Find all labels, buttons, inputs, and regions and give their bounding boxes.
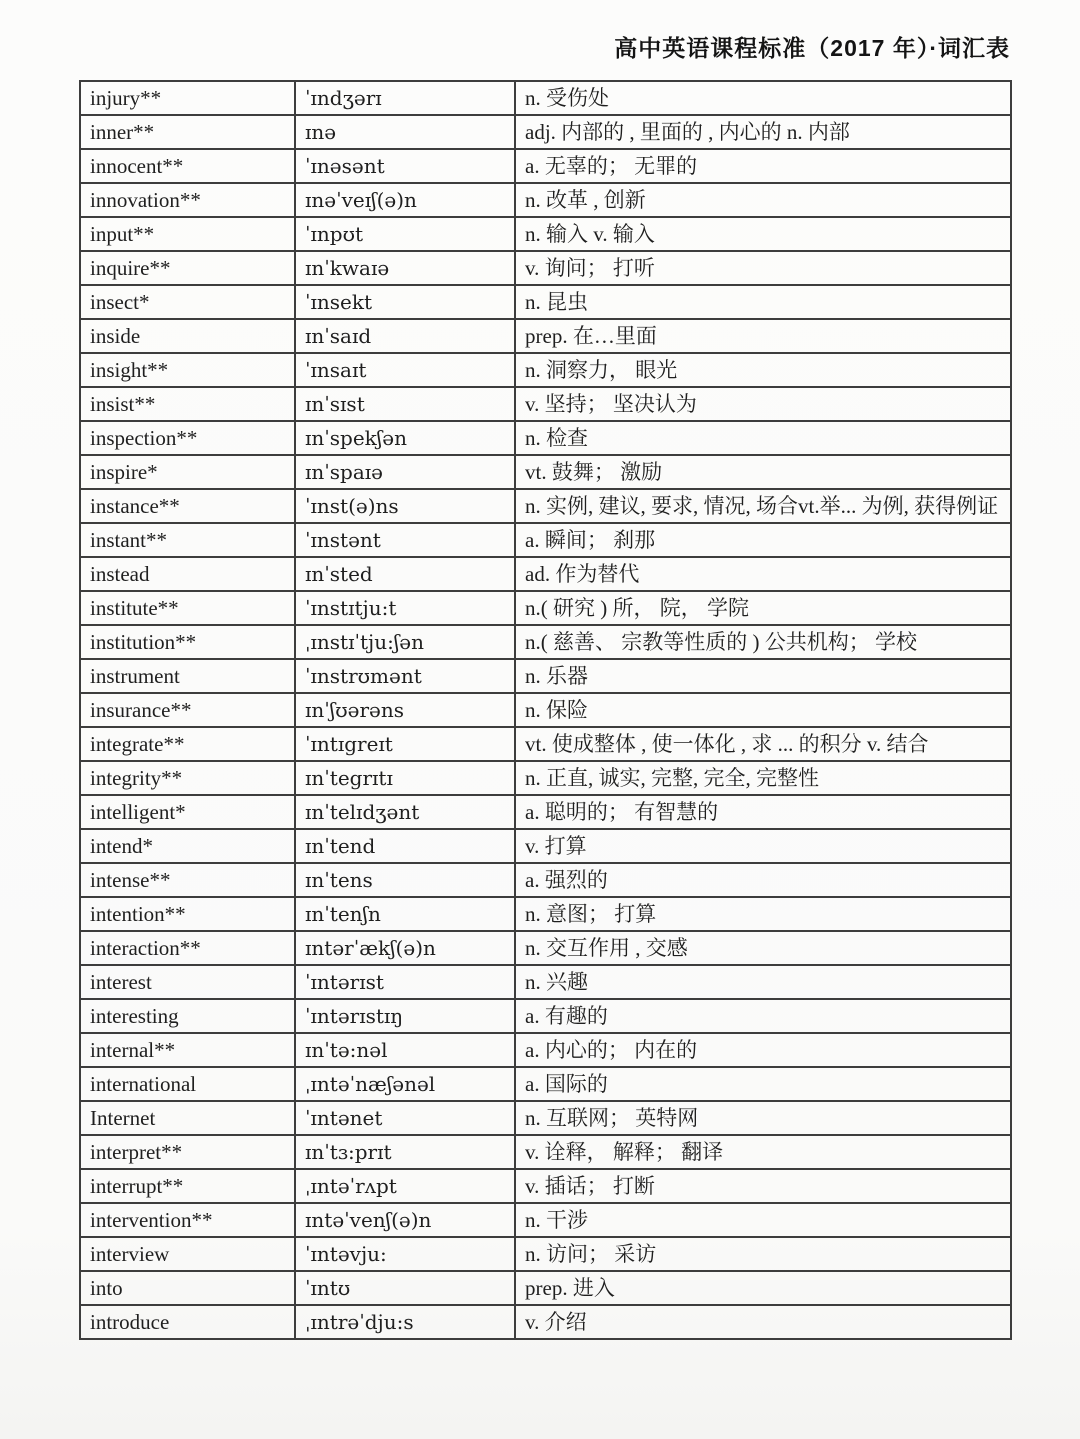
table-row [80, 353, 1011, 387]
table-row [80, 1237, 1011, 1271]
meaning-cell: a. 无辜的； 无罪的 [515, 149, 1011, 183]
table-row [80, 1203, 1011, 1237]
ipa-cell: ɪnˈsaɪd [295, 319, 515, 353]
word-cell: interesting [80, 999, 295, 1033]
table-row [80, 421, 1011, 455]
meaning-cell: a. 内心的； 内在的 [515, 1033, 1011, 1067]
table-row [80, 1135, 1011, 1169]
ipa-cell: ɪnˈspekʃən [295, 421, 515, 455]
word-cell: input** [80, 217, 295, 251]
ipa-cell: ɪntəˈvenʃ(ə)n [295, 1203, 515, 1237]
table-row [80, 931, 1011, 965]
ipa-cell: ˌɪntəˈrʌpt [295, 1169, 515, 1203]
table-row [80, 1101, 1011, 1135]
table-row [80, 387, 1011, 421]
table-row [80, 1169, 1011, 1203]
ipa-cell: ˈɪnsekt [295, 285, 515, 319]
word-cell: international [80, 1067, 295, 1101]
ipa-cell: ˈɪnstənt [295, 523, 515, 557]
ipa-cell: ˌɪnstɪˈtju:ʃən [295, 625, 515, 659]
meaning-cell: n. 检查 [515, 421, 1011, 455]
meaning-cell: a. 瞬间； 刹那 [515, 523, 1011, 557]
meaning-cell: n. 输入 v. 输入 [515, 217, 1011, 251]
table-row [80, 965, 1011, 999]
meaning-cell: n. 访问； 采访 [515, 1237, 1011, 1271]
word-cell: intervention** [80, 1203, 295, 1237]
ipa-cell: ɪnˈkwaɪə [295, 251, 515, 285]
word-cell: interpret** [80, 1135, 295, 1169]
ipa-cell: ɪnˈsted [295, 557, 515, 591]
meaning-cell: n. 实例, 建议, 要求, 情况, 场合vt.举... 为例, 获得例证 [515, 489, 1011, 523]
ipa-cell: ˈɪnsaɪt [295, 353, 515, 387]
meaning-cell: n.( 研究 ) 所， 院， 学院 [515, 591, 1011, 625]
meaning-cell: vt. 鼓舞； 激励 [515, 455, 1011, 489]
table-row [80, 217, 1011, 251]
meaning-cell: n. 正直, 诚实, 完整, 完全, 完整性 [515, 761, 1011, 795]
meaning-cell: v. 打算 [515, 829, 1011, 863]
table-row [80, 1067, 1011, 1101]
meaning-cell: a. 有趣的 [515, 999, 1011, 1033]
meaning-cell: prep. 在…里面 [515, 319, 1011, 353]
meaning-cell: a. 聪明的； 有智慧的 [515, 795, 1011, 829]
word-cell: integrity** [80, 761, 295, 795]
meaning-cell: ad. 作为替代 [515, 557, 1011, 591]
meaning-cell: n. 保险 [515, 693, 1011, 727]
meaning-cell: prep. 进入 [515, 1271, 1011, 1305]
word-cell: intention** [80, 897, 295, 931]
table-row [80, 489, 1011, 523]
meaning-cell: n. 受伤处 [515, 81, 1011, 115]
ipa-cell: ˈɪnst(ə)ns [295, 489, 515, 523]
word-cell: inner** [80, 115, 295, 149]
meaning-cell: n.( 慈善、 宗教等性质的 ) 公共机构； 学校 [515, 625, 1011, 659]
table-row [80, 761, 1011, 795]
table-row [80, 795, 1011, 829]
word-cell: interaction** [80, 931, 295, 965]
word-cell: instance** [80, 489, 295, 523]
table-row [80, 693, 1011, 727]
table-row [80, 591, 1011, 625]
table-row [80, 1033, 1011, 1067]
word-cell: intense** [80, 863, 295, 897]
word-cell: inspire* [80, 455, 295, 489]
word-cell: instrument [80, 659, 295, 693]
word-cell: inside [80, 319, 295, 353]
table-row [80, 999, 1011, 1033]
meaning-cell: n. 改革 , 创新 [515, 183, 1011, 217]
ipa-cell: ɪnˈtens [295, 863, 515, 897]
ipa-cell: ˈɪnəsənt [295, 149, 515, 183]
table-row [80, 285, 1011, 319]
vocabulary-table-body [80, 81, 1011, 1339]
ipa-cell: ˈɪnstɪtju:t [295, 591, 515, 625]
ipa-cell: ɪnˈsɪst [295, 387, 515, 421]
ipa-cell: ˈɪntərɪstɪŋ [295, 999, 515, 1033]
ipa-cell: ˈɪnpʊt [295, 217, 515, 251]
ipa-cell: ɪnˈʃʊərəns [295, 693, 515, 727]
table-row [80, 455, 1011, 489]
table-row [80, 863, 1011, 897]
table-row [80, 659, 1011, 693]
meaning-cell: vt. 使成整体 , 使一体化 , 求 ... 的积分 v. 结合 [515, 727, 1011, 761]
ipa-cell: ɪnˈtə:nəl [295, 1033, 515, 1067]
word-cell: insight** [80, 353, 295, 387]
word-cell: instant** [80, 523, 295, 557]
ipa-cell: ɪnˈtend [295, 829, 515, 863]
table-row [80, 897, 1011, 931]
table-row [80, 149, 1011, 183]
word-cell: interrupt** [80, 1169, 295, 1203]
word-cell: interview [80, 1237, 295, 1271]
table-row [80, 115, 1011, 149]
word-cell: Internet [80, 1101, 295, 1135]
meaning-cell: n. 干涉 [515, 1203, 1011, 1237]
word-cell: insist** [80, 387, 295, 421]
meaning-cell: adj. 内部的 , 里面的 , 内心的 n. 内部 [515, 115, 1011, 149]
ipa-cell: ɪnˈspaɪə [295, 455, 515, 489]
ipa-cell: ˈɪnstrʊmənt [295, 659, 515, 693]
ipa-cell: ɪntərˈækʃ(ə)n [295, 931, 515, 965]
ipa-cell: ɪnˈtɜ:prɪt [295, 1135, 515, 1169]
meaning-cell: n. 昆虫 [515, 285, 1011, 319]
ipa-cell: ɪnə [295, 115, 515, 149]
ipa-cell: ˈɪntənet [295, 1101, 515, 1135]
word-cell: integrate** [80, 727, 295, 761]
table-row [80, 81, 1011, 115]
word-cell: insurance** [80, 693, 295, 727]
vocabulary-table [79, 80, 1012, 1340]
word-cell: intelligent* [80, 795, 295, 829]
word-cell: inquire** [80, 251, 295, 285]
table-row [80, 625, 1011, 659]
word-cell: into [80, 1271, 295, 1305]
table-row [80, 319, 1011, 353]
word-cell: instead [80, 557, 295, 591]
meaning-cell: v. 插话； 打断 [515, 1169, 1011, 1203]
ipa-cell: ˈɪndʒərɪ [295, 81, 515, 115]
ipa-cell: ˈɪntəvju: [295, 1237, 515, 1271]
ipa-cell: ɪnˈtelɪdʒənt [295, 795, 515, 829]
word-cell: insect* [80, 285, 295, 319]
ipa-cell: ˌɪntəˈnæʃənəl [295, 1067, 515, 1101]
table-row [80, 1305, 1011, 1339]
table-row [80, 829, 1011, 863]
meaning-cell: v. 诠释， 解释； 翻译 [515, 1135, 1011, 1169]
page-title: 高中英语课程标准（2017 年）·词汇表 [614, 35, 1010, 61]
word-cell: innocent** [80, 149, 295, 183]
table-row [80, 523, 1011, 557]
ipa-cell: ˈɪntʊ [295, 1271, 515, 1305]
table-row [80, 557, 1011, 591]
word-cell: inspection** [80, 421, 295, 455]
meaning-cell: v. 询问； 打听 [515, 251, 1011, 285]
ipa-cell: ˌɪntrəˈdju:s [295, 1305, 515, 1339]
ipa-cell: ɪnˈtegrɪtɪ [295, 761, 515, 795]
meaning-cell: n. 互联网； 英特网 [515, 1101, 1011, 1135]
word-cell: injury** [80, 81, 295, 115]
meaning-cell: v. 介绍 [515, 1305, 1011, 1339]
ipa-cell: ˈɪntɪgreɪt [295, 727, 515, 761]
meaning-cell: n. 洞察力， 眼光 [515, 353, 1011, 387]
ipa-cell: ɪnəˈveɪʃ(ə)n [295, 183, 515, 217]
meaning-cell: a. 国际的 [515, 1067, 1011, 1101]
meaning-cell: n. 兴趣 [515, 965, 1011, 999]
word-cell: intend* [80, 829, 295, 863]
table-row [80, 1271, 1011, 1305]
word-cell: internal** [80, 1033, 295, 1067]
meaning-cell: n. 意图； 打算 [515, 897, 1011, 931]
meaning-cell: a. 强烈的 [515, 863, 1011, 897]
meaning-cell: v. 坚持； 坚决认为 [515, 387, 1011, 421]
word-cell: interest [80, 965, 295, 999]
word-cell: institution** [80, 625, 295, 659]
table-row [80, 727, 1011, 761]
word-cell: innovation** [80, 183, 295, 217]
table-row [80, 183, 1011, 217]
ipa-cell: ɪnˈtenʃn [295, 897, 515, 931]
ipa-cell: ˈɪntərɪst [295, 965, 515, 999]
table-row [80, 251, 1011, 285]
word-cell: introduce [80, 1305, 295, 1339]
meaning-cell: n. 交互作用 , 交感 [515, 931, 1011, 965]
meaning-cell: n. 乐器 [515, 659, 1011, 693]
word-cell: institute** [80, 591, 295, 625]
